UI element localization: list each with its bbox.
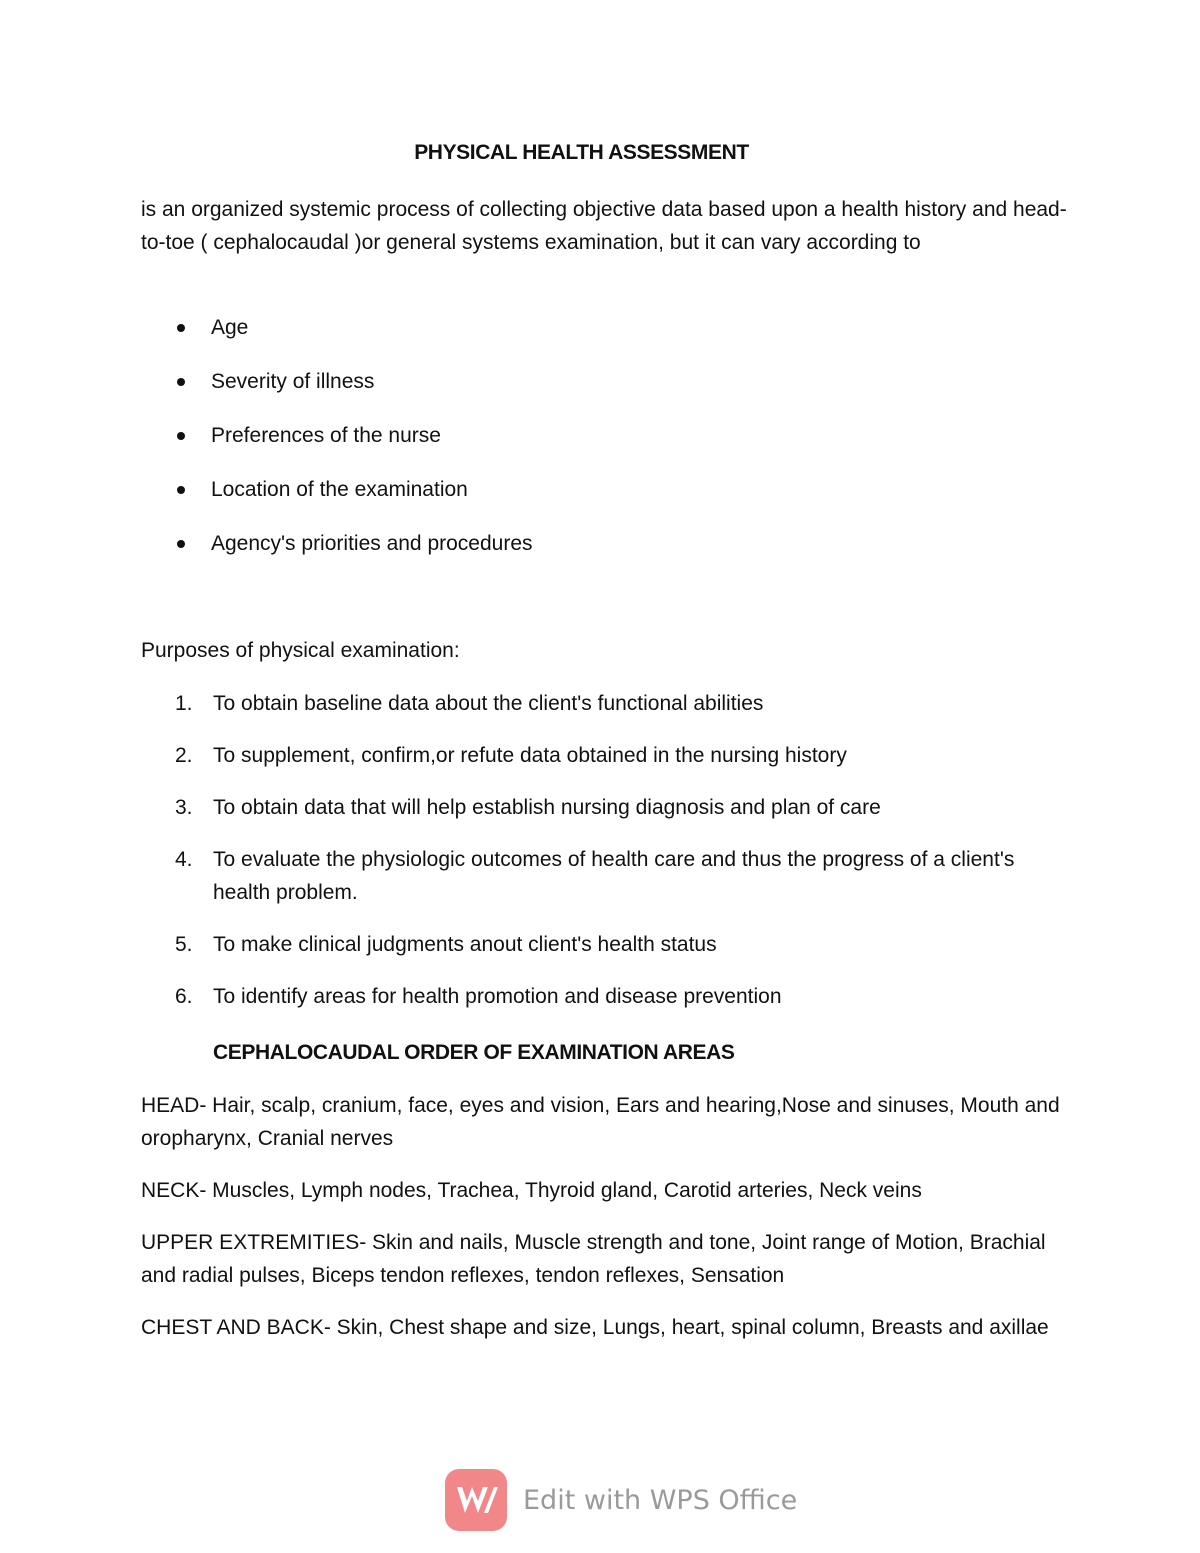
area-chest-and-back: CHEST AND BACK- Skin, Chest shape and size, Lungs, heart, spinal column, Breasts and axillae bbox=[141, 1316, 1049, 1339]
item-number: 1. bbox=[175, 692, 193, 715]
bullet-icon bbox=[177, 540, 185, 548]
list-item bbox=[141, 980, 1071, 1013]
factor-text: Severity of illness bbox=[211, 370, 375, 393]
purpose-text: To identify areas for health promotion and disease prevention bbox=[213, 985, 782, 1008]
bullet-icon bbox=[177, 486, 185, 494]
factors-list bbox=[141, 311, 533, 581]
wps-watermark[interactable] bbox=[445, 1469, 797, 1531]
cephalocaudal-heading: CEPHALOCAUDAL ORDER OF EXAMINATION AREAS bbox=[213, 1041, 735, 1064]
item-number: 5. bbox=[175, 933, 193, 956]
list-item bbox=[141, 365, 533, 419]
factor-text: Location of the examination bbox=[211, 478, 468, 501]
examination-areas bbox=[141, 1089, 1071, 1363]
factor-text: Preferences of the nurse bbox=[211, 424, 441, 447]
purpose-text: To make clinical judgments anout client's health status bbox=[213, 933, 717, 956]
purposes-list bbox=[141, 687, 1071, 1032]
list-item bbox=[141, 687, 1071, 720]
intro-paragraph: is an organized systemic process of collecting objective data based upon a health history and head-to-toe ( cephalocaudal )or general systems examination, but it can vary according to bbox=[141, 198, 1067, 254]
area-neck: NECK- Muscles, Lymph nodes, Trachea, Thyroid gland, Carotid arteries, Neck veins bbox=[141, 1179, 922, 1202]
factor-text: Agency's priorities and procedures bbox=[211, 532, 533, 555]
purposes-heading: Purposes of physical examination: bbox=[141, 639, 460, 662]
wps-logo-glyph bbox=[454, 1483, 498, 1517]
item-number: 6. bbox=[175, 985, 193, 1008]
list-item bbox=[141, 843, 1071, 909]
wps-logo-icon bbox=[445, 1469, 507, 1531]
factor-text: Age bbox=[211, 316, 249, 339]
document-title: PHYSICAL HEALTH ASSESSMENT bbox=[414, 141, 749, 164]
list-item bbox=[141, 928, 1071, 961]
purpose-text: To obtain data that will help establish nursing diagnosis and plan of care bbox=[213, 796, 881, 819]
list-item bbox=[141, 419, 533, 473]
bullet-icon bbox=[177, 432, 185, 440]
list-item bbox=[141, 311, 533, 365]
bullet-icon bbox=[177, 378, 185, 386]
purpose-text: To obtain baseline data about the client's functional abilities bbox=[213, 692, 764, 715]
area-upper-extremities: UPPER EXTREMITIES- Skin and nails, Muscle strength and tone, Joint range of Motion, Brachial and radial pulses, Biceps tendon reflexes, tendon reflexes, Sensation bbox=[141, 1231, 1046, 1287]
bullet-icon bbox=[177, 324, 185, 332]
list-item bbox=[141, 527, 533, 581]
purpose-text: To supplement, confirm,or refute data obtained in the nursing history bbox=[213, 744, 847, 767]
item-number: 2. bbox=[175, 744, 193, 767]
item-number: 4. bbox=[175, 848, 193, 871]
item-number: 3. bbox=[175, 796, 193, 819]
list-item bbox=[141, 791, 1071, 824]
purpose-text: To evaluate the physiologic outcomes of health care and thus the progress of a client's health problem. bbox=[213, 848, 1015, 904]
area-head: HEAD- Hair, scalp, cranium, face, eyes and vision, Ears and hearing,Nose and sinuses, Mouth and oropharynx, Cranial nerves bbox=[141, 1094, 1060, 1150]
wps-edit-link[interactable]: Edit with WPS Office bbox=[523, 1484, 798, 1516]
list-item bbox=[141, 739, 1071, 772]
list-item bbox=[141, 473, 533, 527]
